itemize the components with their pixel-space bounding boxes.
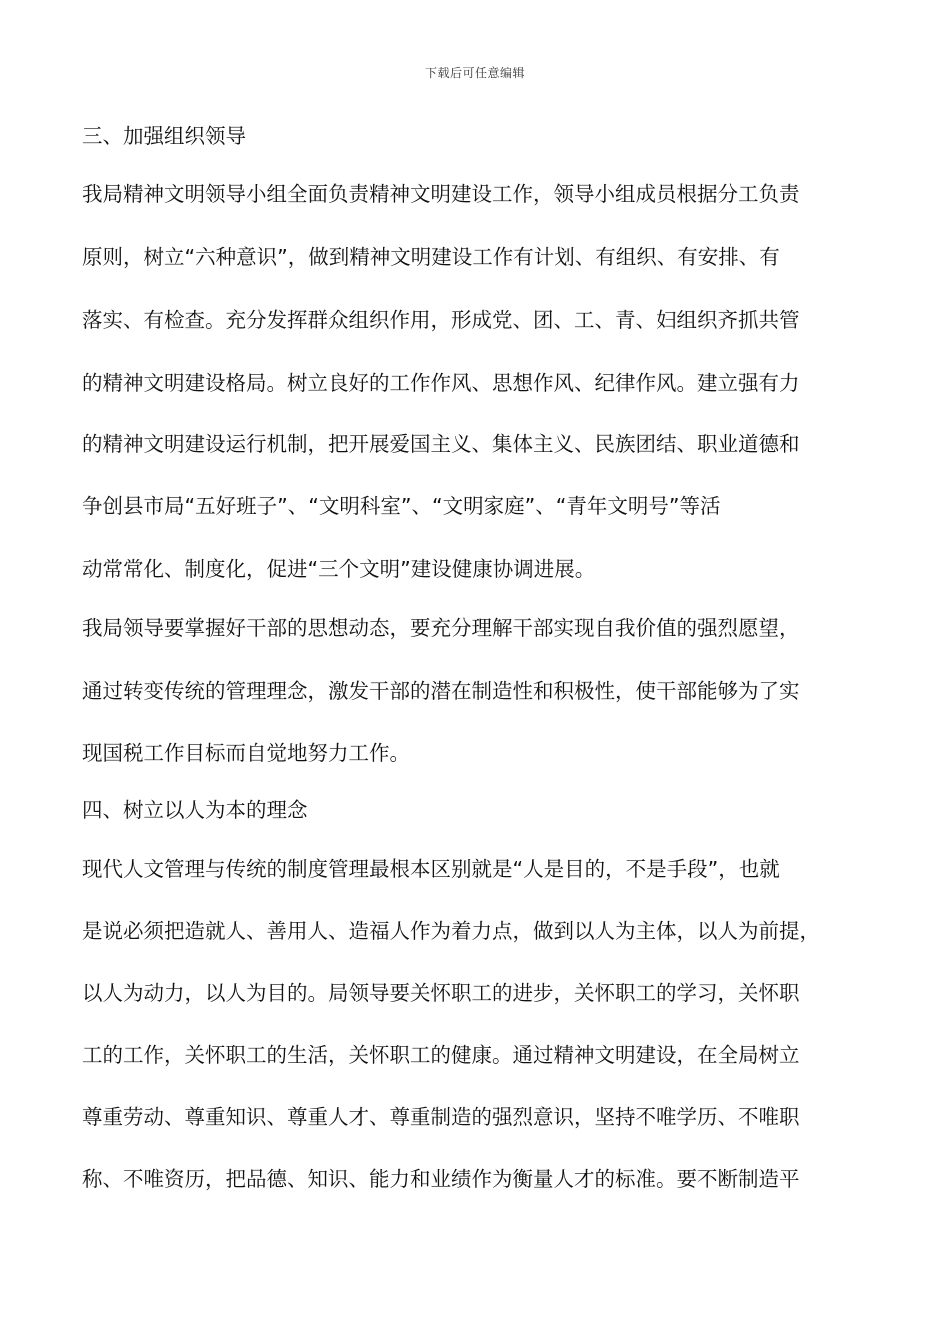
text-line: 工的工作，关怀职工的生活，关怀职工的健康。通过精神文明建设，在全局树立 [82,1043,800,1067]
text-line: 尊重劳动、尊重知识、尊重人才、尊重制造的强烈意识，坚持不唯学历、不唯职 [82,1105,800,1129]
text-line: 的精神文明建设格局。树立良好的工作作风、思想作风、纪律作风。建立强有力 [82,371,800,395]
text-line: 落实、有检查。充分发挥群众组织作用，形成党、团、工、青、妇组织齐抓共管 [82,308,800,332]
section-heading-3: 三、加强组织领导 [82,124,246,148]
text-line: 原则，树立“六种意识”，做到精神文明建设工作有计划、有组织、有安排、有 [82,245,780,269]
section-heading-4: 四、树立以人为本的理念 [82,798,308,822]
text-line: 我局精神文明领导小组全面负责精神文明建设工作，领导小组成员根据分工负责 [82,182,800,206]
text-line: 通过转变传统的管理理念，激发干部的潜在制造性和积极性，使干部能够为了实 [82,679,800,703]
text-line: 是说必须把造就人、善用人、造福人作为着力点，做到以人为主体，以人为前提， [82,919,820,943]
text-line: 我局领导要掌握好干部的思想动态，要充分理解干部实现自我价值的强烈愿望， [82,616,800,640]
text-line: 称、不唯资历，把品德、知识、能力和业绩作为衡量人才的标准。要不断制造平 [82,1167,800,1191]
text-line: 现代人文管理与传统的制度管理最根本区别就是“人是目的，不是手段”，也就 [82,857,780,881]
text-line: 现国税工作目标而自觉地努力工作。 [82,741,410,765]
text-line: 的精神文明建设运行机制，把开展爱国主义、集体主义、民族团结、职业道德和 [82,432,800,456]
text-line: 以人为动力，以人为目的。局领导要关怀职工的进步，关怀职工的学习，关怀职 [82,981,800,1005]
text-line: 争创县市局“五好班子”、“文明科室”、“文明家庭”、“青年文明号”等活 [82,494,721,518]
header-note: 下载后可任意编辑 [424,66,525,80]
text-line: 动常常化、制度化，促进“三个文明”建设健康协调进展。 [82,557,596,581]
